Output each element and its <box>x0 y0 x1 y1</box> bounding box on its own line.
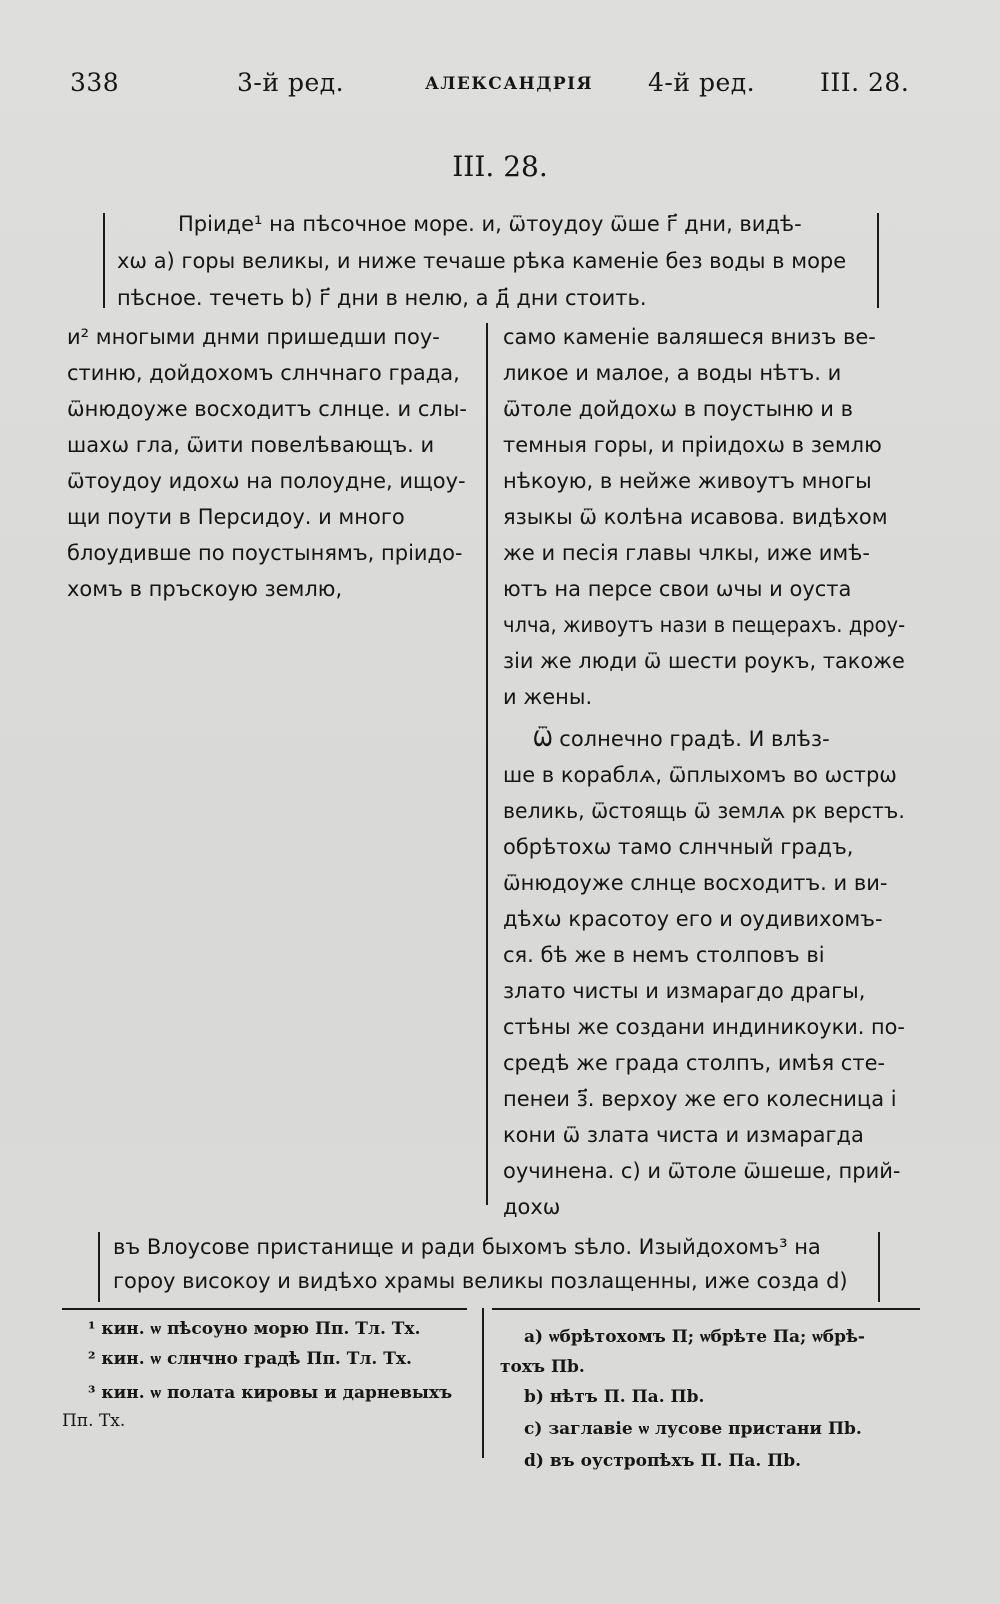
text-line: шахѡ гла, ѿити повелѣвающъ. и <box>67 433 435 457</box>
text-line: щи поути в Персидоу. и много <box>67 505 405 529</box>
box-right-rule <box>877 213 879 308</box>
running-header-left: 3-й ред. <box>237 68 345 97</box>
text-line: блоудивше по поустынямъ, пріидо- <box>67 541 463 565</box>
text-line: ѿнюдоуже слнце восходитъ. и ви- <box>503 871 888 895</box>
text-line: само каменіе валяшеся внизъ ве- <box>503 325 876 349</box>
text-line: хѡ a) горы великы, и ниже течаше рѣка каменіе без воды в море <box>117 249 847 273</box>
text-line: ютъ на персе свои ѡчы и оуста <box>503 577 852 601</box>
column-divider <box>486 323 488 1205</box>
text-line: злато чисты и измарагдо драгы, <box>503 979 866 1003</box>
footnote-rule-right <box>492 1308 920 1310</box>
footnote: Пп. Тх. <box>62 1411 126 1431</box>
text-line: темныя горы, и пріидохѡ в землю <box>503 433 882 457</box>
page-number: 338 <box>70 68 120 97</box>
text-line: пенеи з҃. верхоу же его колесница і <box>503 1087 897 1111</box>
text-line: зіи же люди ѿ шести роукъ, такоже <box>503 649 905 673</box>
text-line: же и песія главы члкы, иже имѣ- <box>503 541 870 565</box>
text-line: ше в кораблѧ, ѿплыхомъ во ѡстрѡ <box>503 763 897 787</box>
footnote: ¹ кин. ѡ пѣсоуно морю Пп. Тл. Тх. <box>88 1319 421 1339</box>
text-line: языкы ѿ колѣна исавова. видѣхом <box>503 505 888 529</box>
text-line: ѿтоле дойдохѡ в поустыню и в <box>503 397 853 421</box>
footnote: ³ кин. ѡ полата кировы и дарневыхъ <box>88 1383 453 1403</box>
text-line: члча, живоутъ нази в пещерахъ. дроу- <box>503 613 906 637</box>
box-right-rule <box>878 1232 880 1302</box>
text-line: нѣкоую, в нейже живоутъ многы <box>503 469 872 493</box>
text-line: дохѡ <box>503 1195 561 1219</box>
footnote-divider <box>482 1308 484 1458</box>
text-line: ликое и малое, а воды нѣтъ. и <box>503 361 842 385</box>
text-line: гороу високоу и видѣхо храмы великы позлащенны, иже созда d) <box>113 1269 848 1293</box>
footnote: тохъ Пb. <box>500 1357 585 1377</box>
footnote: ² кин. ѡ слнчно градѣ Пп. Тл. Тх. <box>88 1349 412 1369</box>
text-line: ѿтоудоу идохѡ на полоудне, ищоу- <box>67 469 466 493</box>
text-line: кони ѿ злата чиста и измарагда <box>503 1123 864 1147</box>
box-left-rule <box>98 1232 100 1302</box>
section-title: III. 28. <box>452 150 548 183</box>
footnote-rule-left <box>62 1308 467 1310</box>
footnote: b) нѣтъ П. Пa. Пb. <box>524 1387 705 1407</box>
running-header-right: 4-й ред. <box>648 68 756 97</box>
text-line: ся. бѣ же в немъ столповъ ві <box>503 943 825 967</box>
text-line: и² многыми днми пришедши поу- <box>67 325 440 349</box>
running-header-section-ref: III. 28. <box>820 68 910 97</box>
text-line: оучинена. c) и ѿтоле ѿшеше, прий- <box>503 1159 901 1183</box>
text-line: Пріиде¹ на пѣсочное море. и, ѿтоудоу ѿше г҃ дни, видѣ- <box>178 212 802 236</box>
footnote: d) въ оустропѣхъ П. Пa. Пb. <box>524 1451 802 1471</box>
text-line: и жены. <box>503 685 593 709</box>
text-line: средѣ же града столпъ, имѣя сте- <box>503 1051 886 1075</box>
text-line: въ Влоусове пристанище и ради быхомъ ѕѣло. Изыйдохомъ³ на <box>113 1235 821 1259</box>
text-line: обрѣтохѡ тамо слнчный градъ, <box>503 835 854 859</box>
text-line: пѣсное. течеть b) г҃ дни в нелю, а д҃ дни стоить. <box>117 286 647 310</box>
box-left-rule <box>103 213 105 308</box>
text-line: великь, ѿстоящь ѿ землѧ рк верстъ. <box>503 799 905 823</box>
text-line: хомъ в пръскоую землю, <box>67 577 343 601</box>
text-line: ѿнюдоуже восходитъ слнце. и слы- <box>67 397 467 421</box>
footnote: c) заглавіе ѡ лусове пристани Пb. <box>524 1419 862 1439</box>
subheading-line: Ѿ солнечно градѣ. И влѣз- <box>533 727 830 751</box>
text-line: стиню, дойдохомъ слнчнаго града, <box>67 361 460 385</box>
footnote: a) ѡбрѣтохомъ П; ѡбрѣте Пa; ѡбрѣ- <box>524 1327 865 1347</box>
text-line: дѣхѡ красотоу его и оудивихомъ- <box>503 907 883 931</box>
running-header-title: АЛЕКСАНДРІЯ <box>425 74 594 94</box>
text-line: стѣны же создани индиникоуки. по- <box>503 1015 905 1039</box>
